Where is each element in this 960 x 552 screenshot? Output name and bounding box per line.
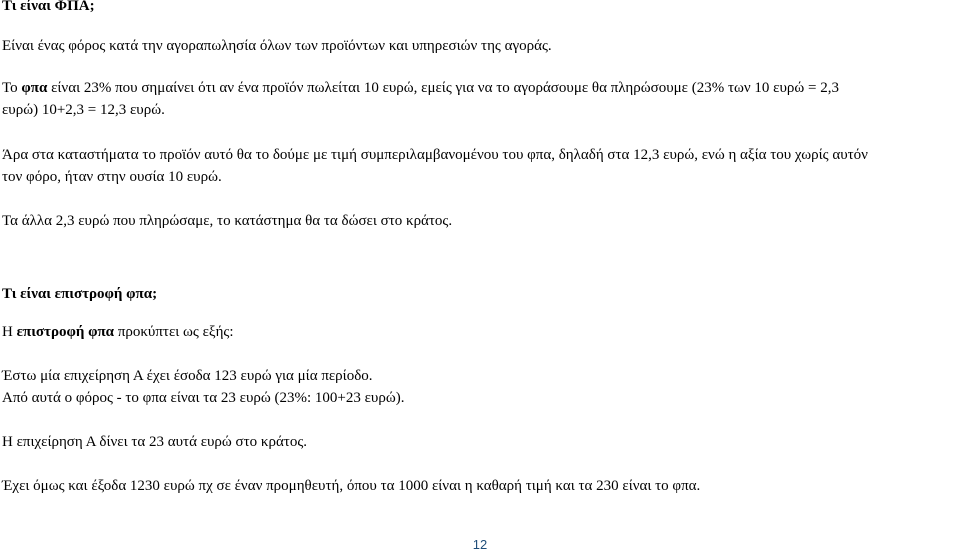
paragraph-vat-rate-line2: ευρώ) 10+2,3 = 12,3 ευρώ. xyxy=(2,102,165,118)
paragraph-vat-rate-line1 xyxy=(2,79,839,97)
text-run: είναι 23% που σημαίνει ότι αν ένα προϊόν πωλείται 10 ευρώ, εμείς για να το αγοράσουμε θα πληρώσουμε (23% των 10 ευρώ = 2,3 xyxy=(47,80,839,96)
paragraph-store-price-line2: τον φόρο, ήταν στην ουσία 10 ευρώ. xyxy=(2,169,222,185)
paragraph-store-price-line1: Άρα στα καταστήματα το προϊόν αυτό θα το δούμε με τιμή συμπεριλαμβανομένου του φπα, δηλαδή στα 12,3 ευρώ, ενώ η αξία του χωρίς αυτόν xyxy=(2,147,868,163)
paragraph-refund-intro xyxy=(2,323,234,341)
bold-term-vat-refund: επιστροφή φπα xyxy=(16,324,115,340)
paragraph-remaining-to-state: Τα άλλα 2,3 ευρώ που πληρώσαμε, το κατάστημα θα τα δώσει στο κράτος. xyxy=(2,213,453,229)
paragraph-example-pays-state: Η επιχείρηση Α δίνει τα 23 αυτά ευρώ στο κράτος. xyxy=(2,434,308,450)
paragraph-definition: Είναι ένας φόρος κατά την αγοραπωλησία όλων των προϊόντων και υπηρεσιών της αγοράς. xyxy=(2,38,552,54)
page-number: 12 xyxy=(472,537,488,552)
text-run: Το xyxy=(2,80,22,96)
text-run: προκύπτει ως εξής: xyxy=(114,324,234,340)
bold-term-vat: φπα xyxy=(21,80,48,96)
heading-what-is-vat: Τι είναι ΦΠΑ; xyxy=(2,0,95,14)
heading-what-is-vat-refund: Τι είναι επιστροφή φπα; xyxy=(2,286,158,302)
text-run: Η xyxy=(2,324,17,340)
paragraph-example-tax: Από αυτά ο φόρος - το φπα είναι τα 23 ευρώ (23%: 100+23 ευρώ). xyxy=(2,390,405,406)
paragraph-example-income: Έστω μία επιχείρηση Α έχει έσοδα 123 ευρώ για μία περίοδο. xyxy=(2,368,373,384)
paragraph-example-expenses: Έχει όμως και έξοδα 1230 ευρώ πχ σε έναν προμηθευτή, όπου τα 1000 είναι η καθαρή τιμή και τα 230 είναι το φπα. xyxy=(2,478,701,494)
